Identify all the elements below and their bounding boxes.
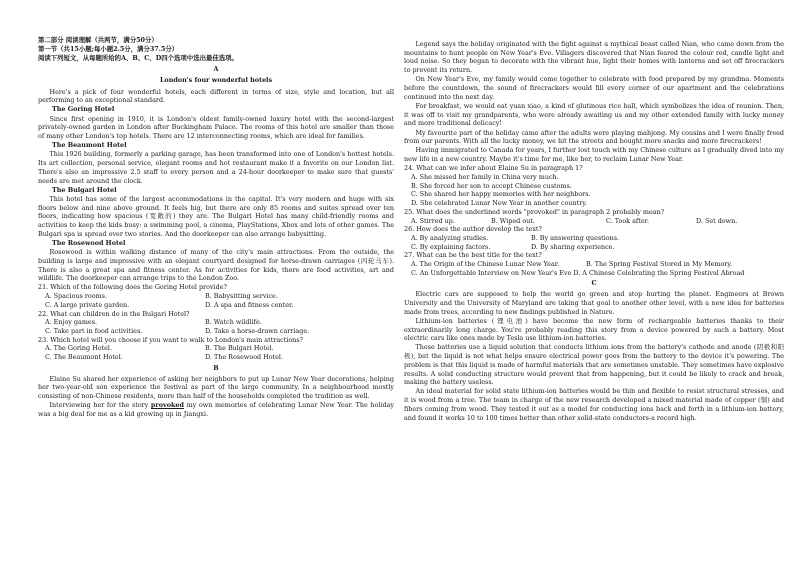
- hotel-description: Rosewood is within walking distance of many of the city's main attractions. From the outside, the building is large and impressive with an elegant courtyard designed for horse-drawn carriages (四轮马车). There is also a great spa and fitness center. As for activities for kids, there are food activities, art and wildlife. The doorkeeper can arrange trips to the London Zoo.: [38, 248, 394, 283]
- passage-b-paragraph: Having immigrated to Canada for years, I further lost touch with my Chinese culture as I gradually dived into my new life in a new country. Maybe it's time for me, like her, to reclaim Lunar New Year.: [404, 146, 784, 164]
- option: B. The Spring Festival Stored in My Memory.: [586, 260, 733, 269]
- option: A. She missed her family in China very much.: [411, 173, 559, 182]
- option-row: [38, 344, 394, 353]
- option: C. She shared her happy memories with her neighbors.: [411, 190, 591, 199]
- passage-b-paragraph: For breakfast, we would eat yuan xiao, a kind of glutinous rice ball, which symbolizes the idea of reunion. Then, it was off to visit my grandparents, who were already awaiting us and my other extended family with lucky money and more traditional delicacy!: [404, 101, 784, 128]
- option-row: [38, 327, 394, 336]
- hotel-description: Since first opening in 1910, it is London's oldest family-owned luxury hotel with the second-largest privately-owned garden in London after Buckingham Palace. The rooms of this hotel are smaller than those of many other London's top hotels. There are 12 interconnecting rooms, which are ideal for families.: [38, 114, 394, 141]
- option: A. By analyzing studies.: [411, 233, 489, 242]
- option: B. Watch wildlife.: [205, 318, 262, 327]
- hotel-name: The Beaumont Hotel: [52, 141, 127, 150]
- option: C. An Unforgettable Interview on New Year's Eve D. A Chinese Celebrating the Spring Festival Abroad: [411, 268, 745, 277]
- option-row: [38, 301, 394, 310]
- option: A. Stirred up.: [411, 216, 455, 225]
- option: D. Set down.: [696, 216, 738, 225]
- option-row: [38, 318, 394, 327]
- option: B. She forced her son to accept Chinese customs.: [411, 181, 572, 190]
- option: B. By answering questions.: [531, 233, 620, 242]
- option: C. By explaining factors.: [411, 242, 491, 251]
- question-stem: 26. How does the author develop the text?: [404, 225, 542, 234]
- hotel-name: The Bulgari Hotel: [52, 185, 117, 194]
- passage-c-paragraph: An ideal material for solid state lithium-ion batteries would be thin and flexible to resist structural stresses, and it is wood from a tree. The team in charge of the new research developed a mixed material made of copper (铜) and fibers coming from wood. They tested it out as a model for conducting ions back and forth in a lithium-ion battery, and found it works 10 to 100 times better than other solid-state conductors-a record high.: [404, 387, 784, 422]
- option: A. Spacious rooms.: [45, 292, 107, 301]
- option: D. She celebrated Lunar New Year in another country.: [411, 199, 588, 208]
- passage-b-paragraph: Legend says the holiday originated with the fight against a mythical beast called Nian, who came down from the mountains to hunt people on New Year's Eve. Villagers discovered that Nian feared the colour red, candle light and loud noise. So they began to decorate with the vibrant hue, light their homes with lanterns and set off firecrackers to prevent its return.: [404, 40, 784, 75]
- passage-a-intro: Here's a pick of four wonderful hotels, each different in terms of size, style and location, but all performing to an exceptional standard.: [38, 87, 394, 105]
- option: A. The Goring Hotel.: [45, 344, 113, 353]
- option: C. Take part in food activities.: [45, 327, 143, 335]
- passage-c-paragraph: Electric cars are supposed to help the world go green and stop hurting the planet. Engineers at Brown University and the University of Maryland are taking that goal to another other level, with a new idea for batteries made from trees, according to new findings published in Nature.: [404, 290, 784, 316]
- question-stem: 25. What does the underlined words "provoked" in paragraph 2 probably mean?: [404, 207, 665, 216]
- question-stem: 21. Which of the following does the Goring Hotel provide?: [38, 283, 227, 292]
- passage-a-letter: A: [213, 65, 219, 74]
- passage-c-paragraph: Lithium-ion batteries (锂电池) have become the new form of rechargeable batteries thanks to their extraordinarily long charge. You're probably reading this story from a device powered by such a battery. Most electric cars like ones made by Tesla use lithium-ion batteries.: [404, 316, 784, 343]
- option-row: [404, 234, 784, 243]
- hotel-name: The Rosewood Hotel: [52, 238, 126, 247]
- passage-b-paragraph-2: [38, 401, 394, 418]
- option-row: [38, 292, 394, 301]
- option-row: [404, 260, 784, 269]
- right-column: [404, 40, 784, 423]
- option: D. By sharing experience.: [531, 242, 615, 251]
- option: A. The Origin of the Chinese Lunar New Year.: [411, 260, 560, 269]
- passage-c-paragraph: These batteries use a liquid solution that conducts lithium ions from the battery's cathode and anode (阴极和阳极), but the liquid is not what helps ensure electrical power goes from the battery to the device it's powering. The problem is that this liquid is made of harmful materials that are sometimes unstable. They sometimes have explosive results. A solid conducting structure would prevent that from happening, but it could be likely to crack and break, making the battery useless.: [404, 343, 784, 387]
- passage-b-paragraph: My favourite part of the holiday came after the adults were playing mahjong. My cousins and I were finally freed from our parents. With all the lucky money, we hit the streets and bought more snacks and more firecrackers!: [404, 128, 784, 146]
- hotel-description: This hotel has some of the largest accommodations in the capital. It's very modern and huge with six floors below and nine above ground. It feels big, but there are only 85 rooms and suites spread over ten floors, indicating how spacious (宽敞的) they are. The Bulgari Hotel has many child-friendly rooms and activities to keep the kids busy: a swimming pool, a cinema, PlayStations, Xbox and lots of other games. The Bulgari spa is spread over two stories. And the doorkeeper can also arrange babysitting.: [38, 194, 394, 238]
- text-segment: my own memories of celebrating Lunar New Year. The holiday was a big deal for me as a kid growing up in Jiangxi.: [38, 401, 395, 418]
- left-column: [38, 36, 394, 419]
- question-stem: 22. What can children do in the Bulgari Hotel?: [38, 309, 190, 318]
- option: B. Babysitting service.: [205, 292, 278, 301]
- text-segment: Interviewing her for the story: [49, 401, 151, 410]
- underlined-keyword: provoked: [150, 401, 184, 410]
- option-row: [38, 353, 394, 362]
- passage-c-letter: C: [591, 279, 597, 288]
- option: C. A large private garden.: [45, 300, 130, 309]
- option: D. The Rosewood Hotel.: [205, 353, 284, 362]
- passage-b-paragraph: Elaine Su shared her experience of asking her neighbors to put up Lunar New Year decorations, helping her two-year-old son experience the festival as part of the large community. In a neighbourhood mostly consisting of non-Chinese residents, more than half of the households completed the tradition as well.: [38, 374, 394, 400]
- part-heading: 第二部分 阅读理解（共两节，满分50分）: [38, 36, 158, 44]
- instruction-text: 阅读下列短文，从每题所给的A、B、C、D四个选项中选出最佳选项。: [38, 54, 238, 63]
- question-stem: 23. Which hotel will you choose if you want to walk to London's main attractions?: [38, 335, 303, 344]
- hotel-name: The Goring Hotel: [52, 105, 115, 114]
- option: B. Wiped out.: [491, 216, 535, 225]
- option: D. Take a horse-drawn carriage.: [205, 327, 310, 335]
- question-stem: 24. What can we infer about Elaine Su in paragraph 1?: [404, 164, 583, 173]
- hotel-description: This 1926 building, formerly a parking garage, has been transformed into one of London's hottest hotels. Its art collection, personal service, elegant rooms and hot restaurant make it a favorite on our London list. There's also an impressive 2.5 staff to every person and a 24-hour doorkeeper to make sure that guests' needs are met around the clock.: [38, 150, 394, 185]
- passage-b-paragraph: On New Year's Eve, my family would come together to celebrate with food prepared by my grandma. Moments before the countdown, the sound of firecrackers would fill every corner of our apartment and the celebrations continued into the next day.: [404, 75, 784, 101]
- option: D. A spa and fitness center.: [205, 300, 294, 309]
- option: C. Took after.: [606, 216, 649, 225]
- option-row: [404, 217, 784, 226]
- option-row: [404, 243, 784, 252]
- question-stem: 27. What can be the best title for the text?: [404, 251, 542, 260]
- passage-b-letter: B: [213, 363, 219, 372]
- passage-a-title: London's four wonderful hotels: [159, 75, 273, 84]
- option: A. Enjoy games.: [45, 318, 97, 327]
- option: C. The Beaumont Hotel.: [45, 353, 123, 362]
- option: B. The Bulgari Hotel.: [205, 344, 274, 353]
- section-heading: 第一节（共15小题;每小题2.5分，满分37.5分）: [38, 45, 179, 54]
